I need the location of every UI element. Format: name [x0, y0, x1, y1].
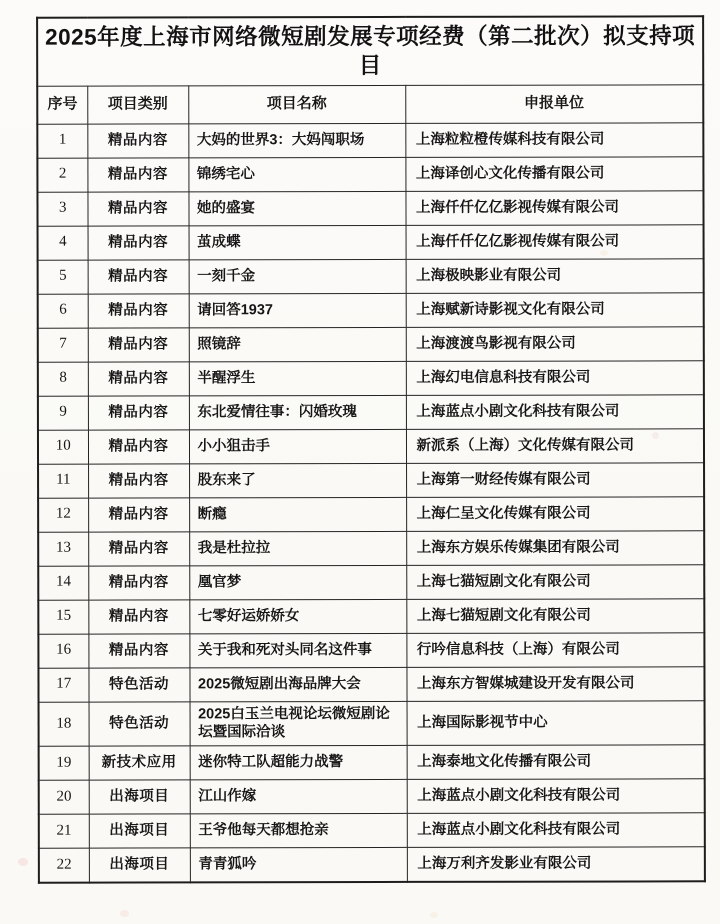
row-10-org: 新派系（上海）文化传媒有限公司: [406, 428, 704, 463]
row-21-category: 出海项目: [89, 814, 190, 848]
row-5-org: 上海极映影业有限公司: [406, 258, 704, 293]
row-5-name: 一刻千金: [189, 259, 406, 293]
row-16-name: 关于我和死对头同名这件事: [189, 633, 406, 667]
table-row: [39, 745, 705, 780]
table-row: [39, 779, 705, 814]
row-4-org: 上海仟仟亿亿影视传媒有限公司: [406, 224, 704, 259]
row-7-name: 照镜辞: [189, 327, 406, 361]
row-4-no: 4: [38, 226, 88, 260]
row-14-org: 上海七猫短剧文化有限公司: [406, 564, 704, 599]
row-6-category: 精品内容: [88, 293, 189, 327]
column-header-name: 项目名称: [188, 85, 405, 123]
row-6-no: 6: [38, 294, 88, 328]
row-2-no: 2: [37, 158, 87, 192]
row-15-no: 15: [38, 600, 88, 634]
row-19-org: 上海泰地文化传播有限公司: [407, 745, 705, 780]
row-20-name: 江山作嫁: [190, 780, 407, 814]
row-22-category: 出海项目: [89, 848, 190, 882]
row-18-org: 上海国际影视节中心: [407, 700, 705, 745]
row-22-name: 青青狐吟: [190, 848, 407, 882]
row-9-name: 东北爱情往事：闪婚玫瑰: [189, 395, 406, 429]
table-row: [38, 598, 704, 633]
row-5-category: 精品内容: [88, 259, 189, 293]
row-13-name: 我是杜拉拉: [189, 531, 406, 565]
row-12-category: 精品内容: [88, 497, 189, 531]
row-21-org: 上海蓝点小剧文化科技有限公司: [407, 813, 705, 848]
table-row: [39, 847, 705, 882]
table-row: [38, 258, 704, 293]
table-row: [39, 700, 705, 746]
table-row: [38, 462, 704, 497]
row-6-org: 上海赋新诗影视文化有限公司: [406, 292, 704, 327]
row-11-org: 上海第一财经传媒有限公司: [406, 462, 704, 497]
row-18-no: 18: [39, 702, 89, 747]
table-row: [38, 224, 704, 259]
row-13-org: 上海东方娱乐传媒集团有限公司: [406, 530, 704, 565]
column-header-row: [37, 84, 703, 123]
row-19-no: 19: [39, 746, 89, 780]
table-row: [38, 496, 704, 531]
row-18-category: 特色活动: [89, 701, 190, 746]
row-22-no: 22: [39, 848, 89, 882]
table-row: [38, 428, 704, 463]
row-21-name: 王爷他每天都想抢亲: [190, 814, 407, 848]
table-row: [39, 813, 705, 848]
table-row: [38, 292, 704, 327]
row-7-org: 上海渡渡鸟影视有限公司: [406, 326, 704, 361]
table-row: [38, 326, 704, 361]
row-14-category: 精品内容: [88, 565, 189, 599]
row-7-category: 精品内容: [88, 327, 189, 361]
row-22-org: 上海万利齐发影业有限公司: [407, 847, 705, 882]
row-19-category: 新技术应用: [89, 746, 190, 780]
table-row: [37, 156, 703, 191]
table-row: [38, 666, 704, 701]
row-20-no: 20: [39, 780, 89, 814]
table-row: [37, 122, 703, 157]
row-10-category: 精品内容: [88, 429, 189, 463]
row-20-category: 出海项目: [89, 780, 190, 814]
row-13-no: 13: [38, 532, 88, 566]
row-6-name: 请回答1937: [189, 293, 406, 327]
row-19-name: 迷你特工队超能力战警: [190, 746, 407, 780]
row-2-category: 精品内容: [87, 157, 188, 191]
row-5-no: 5: [38, 260, 88, 294]
row-21-no: 21: [39, 814, 89, 848]
table-row: [38, 564, 704, 599]
row-2-org: 上海译创心文化传播有限公司: [405, 156, 703, 191]
title-row: [37, 16, 703, 85]
funding-table: [36, 15, 706, 883]
row-4-category: 精品内容: [88, 225, 189, 259]
row-15-name: 七零好运娇娇女: [189, 599, 406, 633]
row-3-org: 上海仟仟亿亿影视传媒有限公司: [405, 190, 703, 225]
row-8-name: 半醒浮生: [189, 361, 406, 395]
row-11-no: 11: [38, 464, 88, 498]
row-16-org: 行吟信息科技（上海）有限公司: [406, 632, 704, 667]
table-row: [38, 394, 704, 429]
row-14-no: 14: [38, 566, 88, 600]
row-14-name: 凰官梦: [189, 565, 406, 599]
scan-speckle: [18, 858, 28, 866]
row-12-org: 上海仁呈文化传媒有限公司: [406, 496, 704, 531]
row-1-no: 1: [37, 124, 87, 158]
row-16-category: 精品内容: [88, 633, 189, 667]
table-row: [37, 190, 703, 225]
row-17-name: 2025微短剧出海品牌大会: [189, 667, 406, 701]
row-3-category: 精品内容: [87, 191, 188, 225]
row-7-no: 7: [38, 328, 88, 362]
row-9-category: 精品内容: [88, 395, 189, 429]
row-16-no: 16: [38, 634, 88, 668]
row-12-name: 断瘾: [189, 497, 406, 531]
row-9-org: 上海蓝点小剧文化科技有限公司: [406, 394, 704, 429]
row-17-org: 上海东方智媒城建设开发有限公司: [406, 666, 704, 701]
row-10-name: 小小狙击手: [189, 429, 406, 463]
row-3-no: 3: [37, 192, 87, 226]
scan-speckle: [120, 910, 129, 917]
row-2-name: 锦绣宅心: [188, 157, 405, 191]
row-11-category: 精品内容: [88, 463, 189, 497]
row-8-org: 上海幻电信息科技有限公司: [406, 360, 704, 395]
row-17-no: 17: [38, 668, 88, 702]
table-row: [38, 360, 704, 395]
column-header-org: 申报单位: [405, 84, 703, 123]
row-15-category: 精品内容: [88, 599, 189, 633]
row-20-org: 上海蓝点小剧文化科技有限公司: [407, 779, 705, 814]
row-1-org: 上海粒粒橙传媒科技有限公司: [405, 122, 703, 157]
row-3-name: 她的盛宴: [188, 191, 405, 225]
row-8-category: 精品内容: [88, 361, 189, 395]
row-1-category: 精品内容: [87, 123, 188, 157]
row-12-no: 12: [38, 498, 88, 532]
column-header-no: 序号: [37, 86, 87, 124]
row-13-category: 精品内容: [88, 531, 189, 565]
row-18-name: 2025白玉兰电视论坛微短剧论坛暨国际洽谈: [190, 701, 407, 746]
row-11-name: 股东来了: [189, 463, 406, 497]
scan-speckle: [430, 912, 438, 918]
funding-table-document: [36, 15, 704, 883]
row-8-no: 8: [38, 362, 88, 396]
row-1-name: 大妈的世界3：大妈闯职场: [188, 123, 405, 157]
row-4-name: 茧成蝶: [189, 225, 406, 259]
document-title: 2025年度上海市网络微短剧发展专项经费（第二批次）拟支持项目: [37, 16, 703, 85]
table-body: [37, 122, 705, 882]
row-9-no: 9: [38, 396, 88, 430]
row-15-org: 上海七猫短剧文化有限公司: [406, 598, 704, 633]
table-row: [38, 530, 704, 565]
table-row: [38, 632, 704, 667]
row-17-category: 特色活动: [88, 667, 189, 701]
row-10-no: 10: [38, 430, 88, 464]
column-header-category: 项目类别: [87, 85, 188, 123]
